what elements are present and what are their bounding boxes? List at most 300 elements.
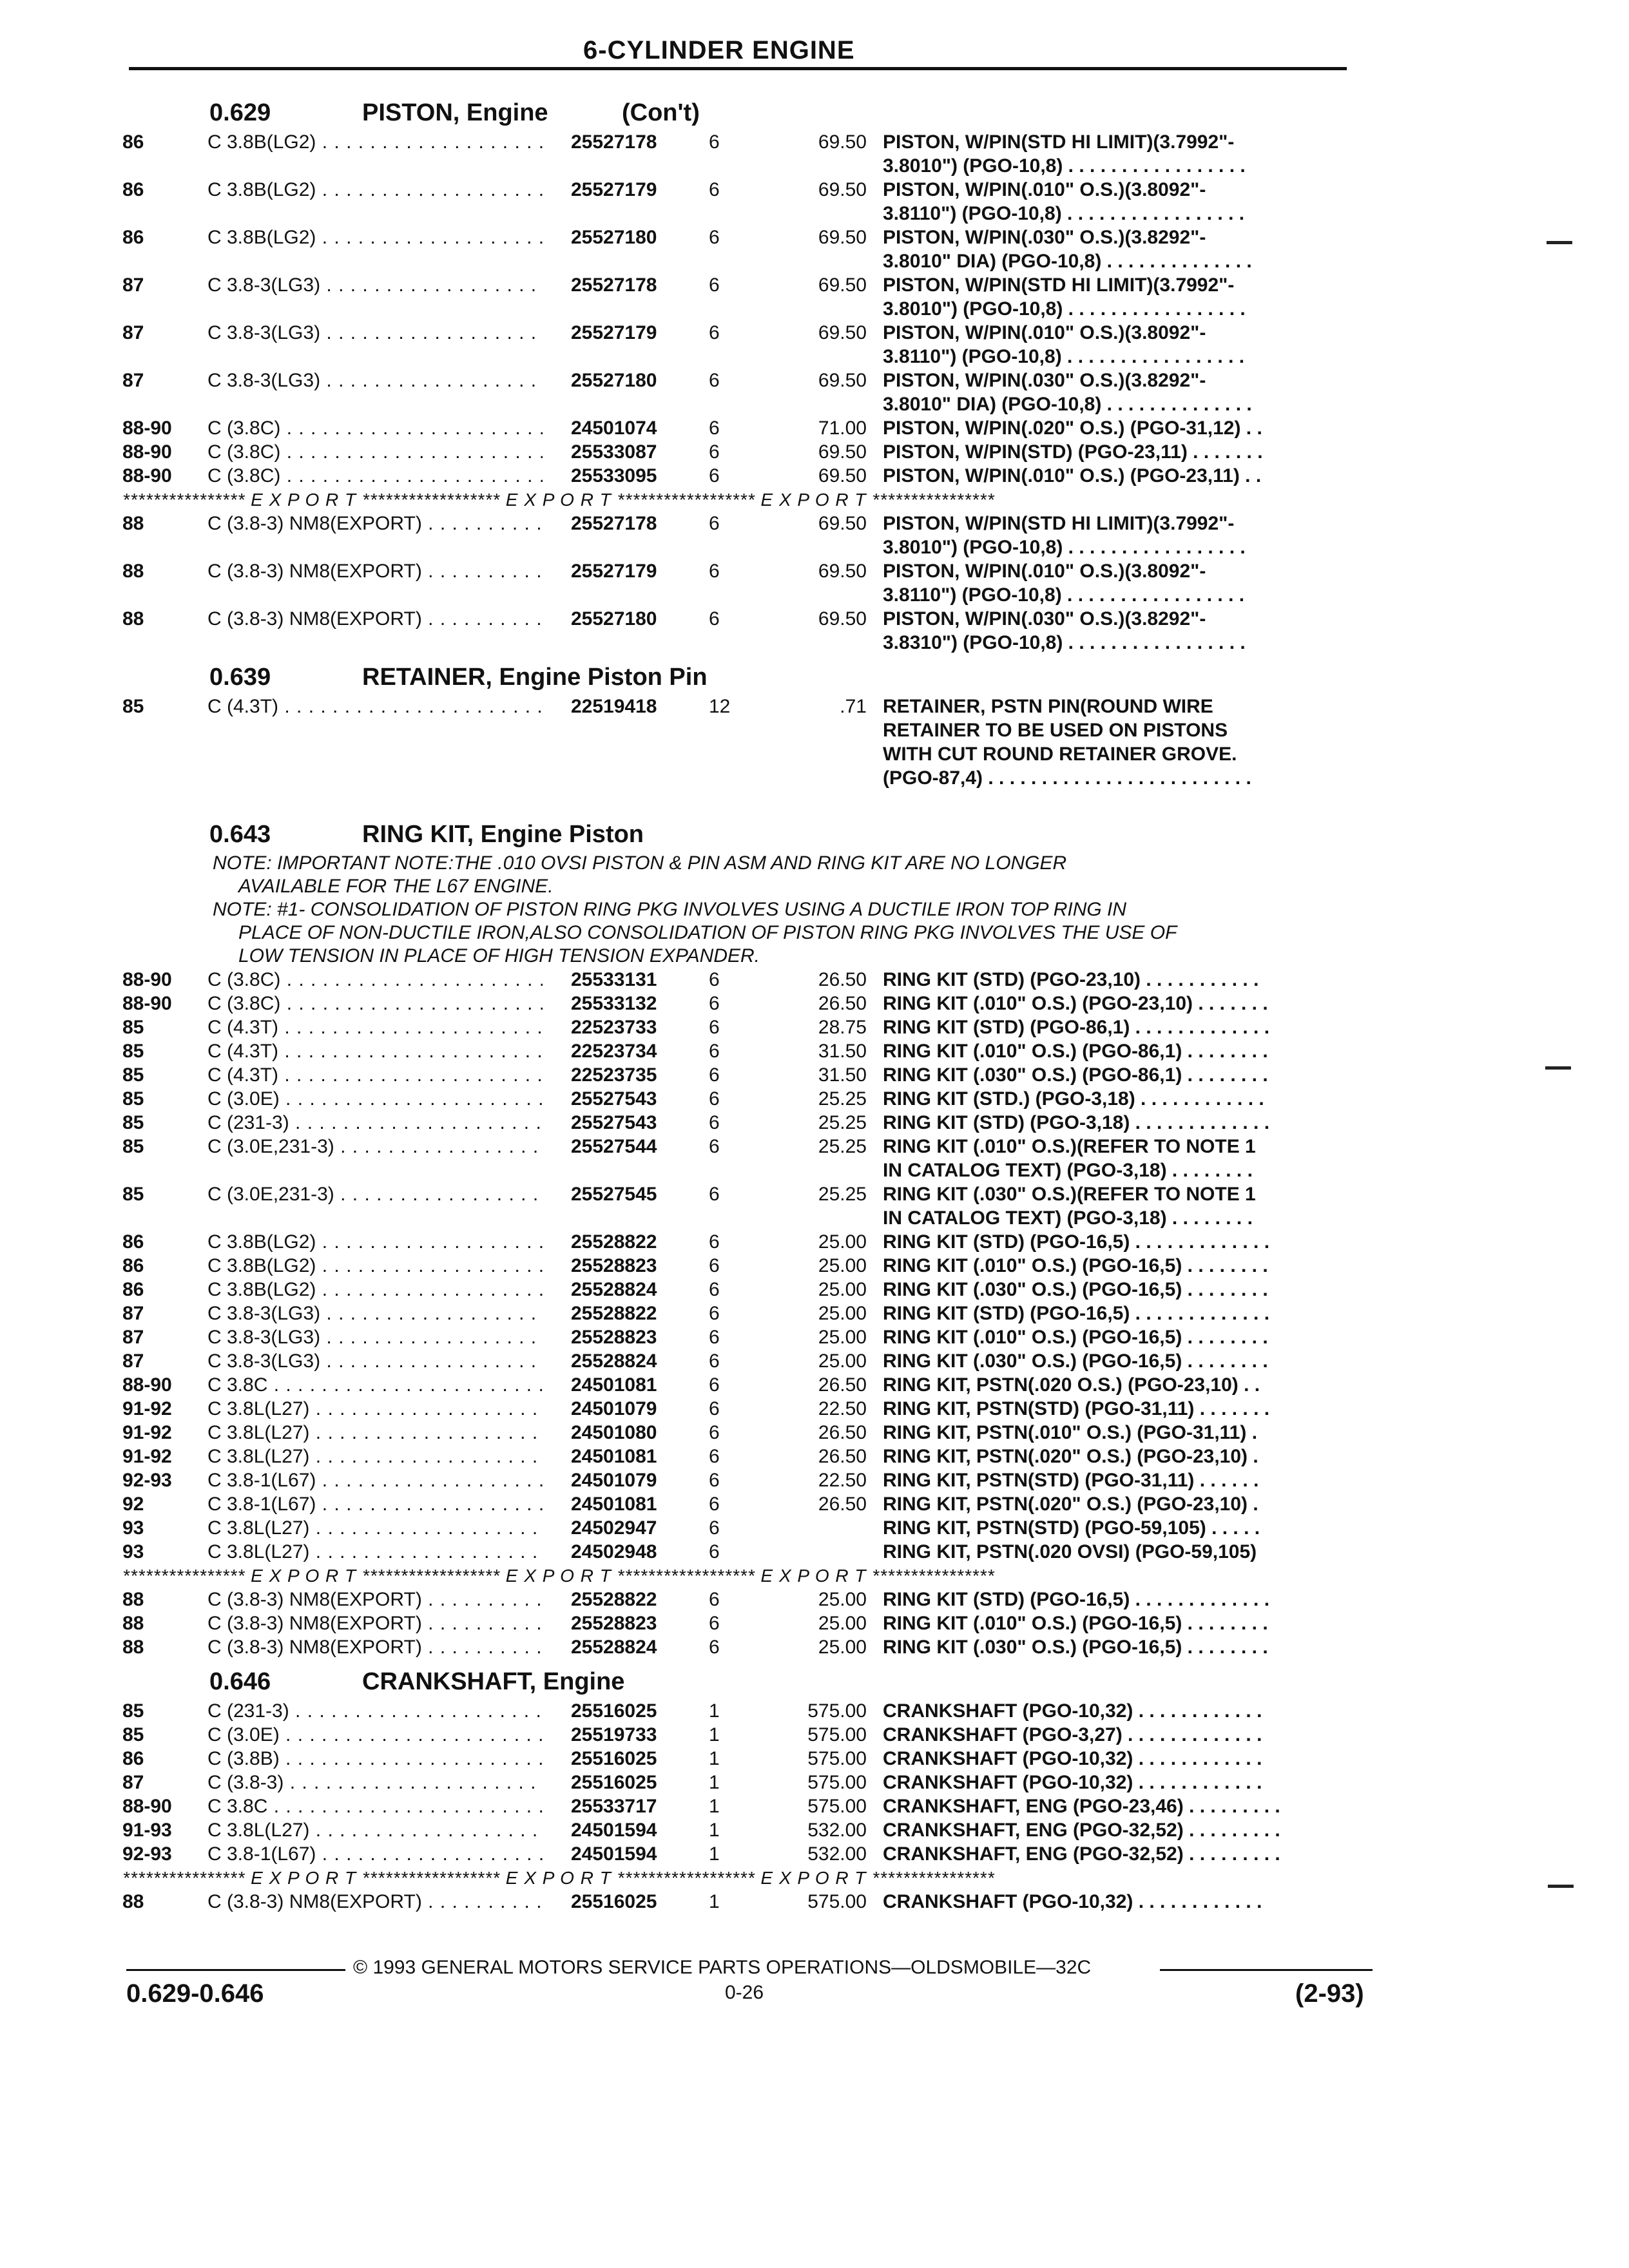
quantity: 6 <box>709 179 720 200</box>
catalog-row <box>122 321 1347 369</box>
quantity: 6 <box>709 513 720 534</box>
engine-code: C 3.8B(LG2) . . . <box>207 130 543 154</box>
model-year: 88 <box>122 513 144 534</box>
price: 25.25 <box>818 1088 867 1110</box>
catalog-row <box>122 1182 1347 1230</box>
part-description: CRANKSHAFT (PGO-10,32) . . . . . . . . . . . . <box>883 1748 1262 1769</box>
catalog-row <box>122 1325 1347 1349</box>
model-year: 85 <box>122 1064 144 1086</box>
price: 575.00 <box>807 1891 867 1912</box>
price: 25.00 <box>818 1303 867 1324</box>
part-description: RING KIT, PSTN(.020 OVSI) (PGO-59,105) <box>883 1541 1257 1562</box>
catalog-row <box>122 369 1347 416</box>
catalog-row <box>122 1135 1347 1182</box>
model-year: 87 <box>122 274 144 296</box>
quantity: 6 <box>709 1589 720 1610</box>
engine-code: C (3.8-3) NM8(EXPORT) . . . <box>207 1611 543 1635</box>
catalog-row <box>122 607 1347 655</box>
part-description: RING KIT (.010" O.S.)(REFER TO NOTE 1 IN CATALOG TEXT) (PGO-3,18) . . . . . . . . <box>883 1136 1256 1181</box>
note-line: NOTE: IMPORTANT NOTE:THE .010 OVSI PISTON & PIN ASM AND RING KIT ARE NO LONGER <box>213 852 1067 874</box>
catalog-row <box>122 1445 1347 1468</box>
section-continued: (Con't) <box>622 99 700 126</box>
part-number: 24501081 <box>567 1445 719 1468</box>
catalog-row <box>122 1635 1347 1659</box>
price: 532.00 <box>807 1843 867 1865</box>
footer-page-number: 0-26 <box>725 1982 764 2003</box>
price: 575.00 <box>807 1724 867 1745</box>
quantity: 6 <box>709 1494 720 1515</box>
model-year: 87 <box>122 1350 144 1372</box>
engine-code: C 3.8-3(LG3) . . . <box>207 1349 543 1373</box>
catalog-row <box>122 130 1347 178</box>
catalog-row <box>122 178 1347 226</box>
part-description: CRANKSHAFT, ENG (PGO-32,52) . . . . . . . . . <box>883 1820 1280 1841</box>
part-description: PISTON, W/PIN(STD) (PGO-23,11) . . . . . . . <box>883 441 1263 463</box>
section-name: RING KIT, Engine Piston <box>362 821 644 848</box>
part-number: 24501594 <box>567 1818 719 1842</box>
quantity: 1 <box>709 1748 720 1769</box>
catalog-row <box>122 440 1347 464</box>
part-description: RING KIT (.030" O.S.) (PGO-86,1) . . . . . . . . <box>883 1064 1268 1086</box>
engine-code: C (3.8C) . . . <box>207 464 543 488</box>
price: 69.50 <box>818 513 867 534</box>
part-number: 25527178 <box>567 512 719 535</box>
part-description: RING KIT (.010" O.S.) (PGO-16,5) . . . . . . . . <box>883 1327 1268 1348</box>
catalog-row <box>122 1015 1347 1039</box>
model-year: 88 <box>122 1613 144 1634</box>
engine-code: C (3.8C) . . . <box>207 968 543 992</box>
part-number: 25527544 <box>567 1135 719 1158</box>
engine-code: C 3.8B(LG2) . . . <box>207 1230 543 1254</box>
catalog-row <box>122 1516 1347 1540</box>
model-year: 86 <box>122 1255 144 1276</box>
note-line: NOTE: #1- CONSOLIDATION OF PISTON RING PKG INVOLVES USING A DUCTILE IRON TOP RING IN <box>213 899 1127 920</box>
engine-code: C (3.8C) . . . <box>207 992 543 1015</box>
catalog-row <box>122 512 1347 559</box>
engine-code: C 3.8-1(L67) . . . <box>207 1468 543 1492</box>
engine-code: C (3.0E) . . . <box>207 1087 543 1111</box>
price: 22.50 <box>818 1470 867 1491</box>
quantity: 1 <box>709 1891 720 1912</box>
quantity: 6 <box>709 1327 720 1348</box>
model-year: 93 <box>122 1517 144 1539</box>
engine-code: C (3.0E,231-3) . . . <box>207 1135 543 1158</box>
part-description: PISTON, W/PIN(.010" O.S.)(3.8092"- 3.8110") (PGO-10,8) . . . . . . . . . . . . . . . . . <box>883 322 1245 367</box>
part-number: 25533131 <box>567 968 719 992</box>
model-year: 93 <box>122 1541 144 1562</box>
engine-code: C 3.8-3(LG3) . . . <box>207 369 543 392</box>
engine-code: C (3.8-3) NM8(EXPORT) . . . <box>207 1588 543 1611</box>
price: 22.50 <box>818 1398 867 1419</box>
model-year: 88-90 <box>122 441 172 463</box>
price: 575.00 <box>807 1700 867 1722</box>
model-year: 85 <box>122 1700 144 1722</box>
note-line: AVAILABLE FOR THE L67 ENGINE. <box>238 876 554 897</box>
engine-code: C (3.8-3) NM8(EXPORT) . . . <box>207 607 543 631</box>
part-description: RING KIT (.010" O.S.) (PGO-16,5) . . . . . . . . <box>883 1613 1268 1634</box>
quantity: 1 <box>709 1796 720 1817</box>
export-separator: **************** E X P O R T ****************** E X P O R T ****************** E X P O R T **************** <box>122 1868 995 1888</box>
part-number: 22523734 <box>567 1039 719 1063</box>
engine-code: C 3.8-3(LG3) . . . <box>207 1302 543 1325</box>
engine-code: C 3.8L(L27) . . . <box>207 1540 543 1564</box>
part-description: CRANKSHAFT, ENG (PGO-32,52) . . . . . . . . . <box>883 1843 1280 1865</box>
engine-code: C 3.8B(LG2) . . . <box>207 1278 543 1302</box>
price: 26.50 <box>818 969 867 990</box>
export-separator: **************** E X P O R T ****************** E X P O R T ****************** E X P O R T **************** <box>122 1566 995 1586</box>
quantity: 6 <box>709 465 720 486</box>
catalog-row <box>122 1723 1347 1747</box>
quantity: 6 <box>709 1541 720 1562</box>
price: 69.50 <box>818 227 867 248</box>
price: 71.00 <box>818 418 867 439</box>
quantity: 6 <box>709 1303 720 1324</box>
quantity: 6 <box>709 322 720 343</box>
part-description: RING KIT (STD) (PGO-3,18) . . . . . . . . . . . . . <box>883 1112 1270 1133</box>
catalog-row <box>122 1254 1347 1278</box>
part-number: 25528824 <box>567 1635 719 1659</box>
piston-export-rows <box>122 512 1347 655</box>
part-number: 25527545 <box>567 1182 719 1206</box>
part-number: 24501080 <box>567 1421 719 1445</box>
quantity: 6 <box>709 1184 720 1205</box>
price: 25.25 <box>818 1136 867 1157</box>
part-description: RING KIT (.030" O.S.)(REFER TO NOTE 1 IN CATALOG TEXT) (PGO-3,18) . . . . . . . . <box>883 1184 1256 1229</box>
engine-code: C (3.8B) . . . <box>207 1747 543 1771</box>
quantity: 1 <box>709 1820 720 1841</box>
engine-code: C (4.3T) . . . <box>207 695 543 718</box>
catalog-row <box>122 226 1347 273</box>
part-number: 25528823 <box>567 1611 719 1635</box>
model-year: 88 <box>122 1891 144 1912</box>
engine-code: C (3.8-3) NM8(EXPORT) . . . <box>207 512 543 535</box>
part-number: 25533087 <box>567 440 719 464</box>
price: 26.50 <box>818 993 867 1014</box>
model-year: 88-90 <box>122 465 172 486</box>
catalog-row <box>122 1111 1347 1135</box>
quantity: 6 <box>709 441 720 463</box>
quantity: 6 <box>709 1017 720 1038</box>
part-number: 25528823 <box>567 1254 719 1278</box>
price: 25.00 <box>818 1613 867 1634</box>
part-number: 25527543 <box>567 1111 719 1135</box>
price: 69.50 <box>818 561 867 582</box>
engine-code: C (4.3T) . . . <box>207 1039 543 1063</box>
catalog-row <box>122 1230 1347 1254</box>
catalog-row <box>122 1302 1347 1325</box>
section-name: PISTON, Engine <box>362 99 548 126</box>
section-number: 0.639 <box>209 664 271 691</box>
catalog-row <box>122 464 1347 488</box>
model-year: 85 <box>122 1112 144 1133</box>
price: 69.50 <box>818 322 867 343</box>
model-year: 91-92 <box>122 1422 172 1443</box>
engine-code: C (3.0E,231-3) . . . <box>207 1182 543 1206</box>
part-description: RING KIT (STD) (PGO-16,5) . . . . . . . . . . . . . <box>883 1303 1270 1324</box>
part-description: RETAINER, PSTN PIN(ROUND WIRE RETAINER TO BE USED ON PISTONS WITH CUT ROUND RETAINER GROVE. (PGO-87,4) . . . . . . . . . . . . . . . . . . . . . . . . . <box>883 696 1251 789</box>
part-description: RING KIT, PSTN(STD) (PGO-59,105) . . . . . <box>883 1517 1260 1539</box>
catalog-row <box>122 1349 1347 1373</box>
engine-code: C 3.8-3(LG3) . . . <box>207 321 543 345</box>
engine-code: C 3.8-1(L67) . . . <box>207 1492 543 1516</box>
part-description: RING KIT (.030" O.S.) (PGO-16,5) . . . . . . . . <box>883 1637 1268 1658</box>
section-name: CRANKSHAFT, Engine <box>362 1668 625 1695</box>
price: 532.00 <box>807 1820 867 1841</box>
quantity: 6 <box>709 1231 720 1253</box>
part-number: 24501079 <box>567 1397 719 1421</box>
engine-code: C (3.8C) . . . <box>207 416 543 440</box>
quantity: 6 <box>709 1613 720 1634</box>
part-number: 25516025 <box>567 1747 719 1771</box>
part-number: 24502948 <box>567 1540 719 1564</box>
engine-code: C (3.8C) . . . <box>207 440 543 464</box>
part-description: RING KIT, PSTN(.010" O.S.) (PGO-31,11) . <box>883 1422 1258 1443</box>
part-description: PISTON, W/PIN(.030" O.S.)(3.8292"- 3.8310") (PGO-10,8) . . . . . . . . . . . . . . . . . <box>883 608 1246 653</box>
price: 25.00 <box>818 1279 867 1300</box>
catalog-row <box>122 1039 1347 1063</box>
quantity: 6 <box>709 1470 720 1491</box>
quantity: 6 <box>709 227 720 248</box>
price: 575.00 <box>807 1772 867 1793</box>
quantity: 1 <box>709 1843 720 1865</box>
part-description: CRANKSHAFT (PGO-10,32) . . . . . . . . . . . . <box>883 1700 1262 1722</box>
engine-code: C (4.3T) . . . <box>207 1063 543 1087</box>
quantity: 6 <box>709 1041 720 1062</box>
section-name: RETAINER, Engine Piston Pin <box>362 664 708 691</box>
catalog-row <box>122 1699 1347 1723</box>
part-description: CRANKSHAFT (PGO-10,32) . . . . . . . . . . . . <box>883 1772 1262 1793</box>
footer-rule <box>1160 1969 1373 1971</box>
model-year: 91-92 <box>122 1398 172 1419</box>
engine-code: C 3.8-3(LG3) . . . <box>207 273 543 297</box>
catalog-row <box>122 1818 1347 1842</box>
price: 25.00 <box>818 1350 867 1372</box>
model-year: 91-93 <box>122 1820 172 1841</box>
part-description: RING KIT (STD) (PGO-23,10) . . . . . . . . . . . <box>883 969 1259 990</box>
retainer-rows <box>122 695 1347 790</box>
price: 25.25 <box>818 1112 867 1133</box>
model-year: 85 <box>122 696 144 717</box>
model-year: 92 <box>122 1494 144 1515</box>
section-header-0646 <box>122 1666 1347 1699</box>
part-number: 24502947 <box>567 1516 719 1540</box>
part-number: 25528824 <box>567 1349 719 1373</box>
quantity: 6 <box>709 1517 720 1539</box>
ringkit-rows <box>122 968 1347 1564</box>
model-year: 88 <box>122 1589 144 1610</box>
price: 69.50 <box>818 465 867 486</box>
part-description: CRANKSHAFT (PGO-10,32) . . . . . . . . . . . . <box>883 1891 1262 1912</box>
quantity: 6 <box>709 1064 720 1086</box>
price: 25.25 <box>818 1184 867 1205</box>
price: 69.50 <box>818 274 867 296</box>
price: 28.75 <box>818 1017 867 1038</box>
part-number: 25516025 <box>567 1771 719 1794</box>
part-description: RING KIT (.030" O.S.) (PGO-16,5) . . . . . . . . <box>883 1350 1268 1372</box>
engine-code: C (231-3) . . . <box>207 1699 543 1723</box>
catalog-row <box>122 695 1347 790</box>
price: 69.50 <box>818 608 867 629</box>
model-year: 87 <box>122 370 144 391</box>
catalog-row <box>122 992 1347 1015</box>
price: 69.50 <box>818 370 867 391</box>
model-year: 86 <box>122 179 144 200</box>
part-description: PISTON, W/PIN(.030" O.S.)(3.8292"- 3.8010" DIA) (PGO-10,8) . . . . . . . . . . . . . . <box>883 227 1252 272</box>
engine-code: C 3.8L(L27) . . . <box>207 1516 543 1540</box>
catalog-row <box>122 273 1347 321</box>
engine-code: C (3.8-3) . . . <box>207 1771 543 1794</box>
header-rule <box>129 67 1347 70</box>
export-separator: **************** E X P O R T ****************** E X P O R T ****************** E X P O R T **************** <box>122 490 995 510</box>
model-year: 85 <box>122 1184 144 1205</box>
quantity: 6 <box>709 1422 720 1443</box>
part-number: 25528823 <box>567 1325 719 1349</box>
model-year: 88-90 <box>122 969 172 990</box>
engine-code: C (3.8-3) NM8(EXPORT) . . . <box>207 1635 543 1659</box>
model-year: 88-90 <box>122 418 172 439</box>
engine-code: C (3.8-3) NM8(EXPORT) . . . <box>207 1890 543 1914</box>
model-year: 87 <box>122 1327 144 1348</box>
engine-code: C 3.8-1(L67) . . . <box>207 1842 543 1866</box>
model-year: 88 <box>122 1637 144 1658</box>
part-description: RING KIT, PSTN(.020" O.S.) (PGO-23,10) . <box>883 1446 1258 1467</box>
part-description: PISTON, W/PIN(STD HI LIMIT)(3.7992"- 3.8010") (PGO-10,8) . . . . . . . . . . . . . . . . . <box>883 131 1246 177</box>
footer-date: (2-93) <box>1295 1979 1364 2008</box>
part-description: RING KIT (STD.) (PGO-3,18) . . . . . . . . . . . . <box>883 1088 1264 1110</box>
note-line: PLACE OF NON-DUCTILE IRON,ALSO CONSOLIDATION OF PISTON RING PKG INVOLVES THE USE OF <box>238 922 1177 943</box>
margin-tick <box>1545 1066 1571 1070</box>
crank-export-rows <box>122 1890 1347 1914</box>
engine-code: C 3.8L(L27) . . . <box>207 1397 543 1421</box>
model-year: 88 <box>122 608 144 629</box>
margin-tick <box>1547 241 1572 244</box>
catalog-row <box>122 1421 1347 1445</box>
part-number: 25516025 <box>567 1890 719 1914</box>
section-number: 0.646 <box>209 1668 271 1695</box>
model-year: 87 <box>122 1772 144 1793</box>
part-description: RING KIT (.010" O.S.) (PGO-23,10) . . . . . . . <box>883 993 1268 1014</box>
price: 26.50 <box>818 1374 867 1396</box>
model-year: 85 <box>122 1017 144 1038</box>
model-year: 88-90 <box>122 1374 172 1396</box>
model-year: 88 <box>122 561 144 582</box>
engine-code: C (231-3) . . . <box>207 1111 543 1135</box>
catalog-row <box>122 1747 1347 1771</box>
engine-code: C 3.8L(L27) . . . <box>207 1421 543 1445</box>
part-description: PISTON, W/PIN(STD HI LIMIT)(3.7992"- 3.8010") (PGO-10,8) . . . . . . . . . . . . . . . . . <box>883 513 1246 558</box>
part-number: 25527179 <box>567 321 719 345</box>
catalog-row <box>122 1063 1347 1087</box>
part-number: 25519733 <box>567 1723 719 1747</box>
model-year: 87 <box>122 1303 144 1324</box>
model-year: 86 <box>122 1231 144 1253</box>
quantity: 6 <box>709 1637 720 1658</box>
section-header-0643 <box>122 818 1347 852</box>
model-year: 87 <box>122 322 144 343</box>
catalog-row <box>122 1492 1347 1516</box>
price: 26.50 <box>818 1446 867 1467</box>
price: 25.00 <box>818 1231 867 1253</box>
part-description: RING KIT (.030" O.S.) (PGO-16,5) . . . . . . . . <box>883 1279 1268 1300</box>
engine-code: C (3.8-3) NM8(EXPORT) . . . <box>207 559 543 583</box>
part-description: PISTON, W/PIN(.030" O.S.)(3.8292"- 3.8010" DIA) (PGO-10,8) . . . . . . . . . . . . . . <box>883 370 1252 415</box>
part-number: 25528822 <box>567 1230 719 1254</box>
catalog-row <box>122 1278 1347 1302</box>
part-number: 25533717 <box>567 1794 719 1818</box>
section-header-0629 <box>122 97 1347 130</box>
quantity: 6 <box>709 1255 720 1276</box>
part-description: RING KIT (.010" O.S.) (PGO-16,5) . . . . . . . . <box>883 1255 1268 1276</box>
engine-code: C 3.8L(L27) . . . <box>207 1818 543 1842</box>
catalog-row <box>122 1468 1347 1492</box>
catalog-row <box>122 1588 1347 1611</box>
model-year: 86 <box>122 1748 144 1769</box>
part-number: 25528822 <box>567 1302 719 1325</box>
price: 25.00 <box>818 1637 867 1658</box>
catalog-row <box>122 1611 1347 1635</box>
part-number: 25516025 <box>567 1699 719 1723</box>
quantity: 6 <box>709 370 720 391</box>
part-number: 25527180 <box>567 369 719 392</box>
part-description: PISTON, W/PIN(.020" O.S.) (PGO-31,12) . . <box>883 418 1262 439</box>
catalog-row <box>122 1540 1347 1564</box>
section-number: 0.629 <box>209 99 271 126</box>
model-year: 88-90 <box>122 993 172 1014</box>
quantity: 6 <box>709 1446 720 1467</box>
engine-code: C 3.8L(L27) . . . <box>207 1445 543 1468</box>
model-year: 92-93 <box>122 1843 172 1865</box>
part-description: RING KIT (.010" O.S.) (PGO-86,1) . . . . . . . . <box>883 1041 1268 1062</box>
part-description: RING KIT (STD) (PGO-16,5) . . . . . . . . . . . . . <box>883 1231 1270 1253</box>
quantity: 6 <box>709 274 720 296</box>
part-number: 25533132 <box>567 992 719 1015</box>
catalog-row <box>122 559 1347 607</box>
part-number: 24501594 <box>567 1842 719 1866</box>
quantity: 6 <box>709 969 720 990</box>
engine-code: C (3.0E) . . . <box>207 1723 543 1747</box>
part-number: 25527543 <box>567 1087 719 1111</box>
part-number: 24501081 <box>567 1373 719 1397</box>
model-year: 91-92 <box>122 1446 172 1467</box>
model-year: 88-90 <box>122 1796 172 1817</box>
engine-code: C 3.8B(LG2) . . . <box>207 1254 543 1278</box>
catalog-row <box>122 1087 1347 1111</box>
part-number: 25528824 <box>567 1278 719 1302</box>
note-line: LOW TENSION IN PLACE OF HIGH TENSION EXPANDER. <box>238 945 760 966</box>
part-number: 22523735 <box>567 1063 719 1087</box>
part-description: PISTON, W/PIN(.010" O.S.) (PGO-23,11) . . <box>883 465 1262 486</box>
model-year: 86 <box>122 1279 144 1300</box>
quantity: 6 <box>709 608 720 629</box>
part-number: 22519418 <box>567 695 719 718</box>
catalog-row <box>122 1842 1347 1866</box>
part-description: CRANKSHAFT, ENG (PGO-23,46) . . . . . . . . . <box>883 1796 1280 1817</box>
catalog-row <box>122 1890 1347 1914</box>
part-description: PISTON, W/PIN(.010" O.S.)(3.8092"- 3.8110") (PGO-10,8) . . . . . . . . . . . . . . . . . <box>883 561 1245 606</box>
quantity: 6 <box>709 993 720 1014</box>
quantity: 6 <box>709 1279 720 1300</box>
part-description: PISTON, W/PIN(STD HI LIMIT)(3.7992"- 3.8010") (PGO-10,8) . . . . . . . . . . . . . . . . . <box>883 274 1246 320</box>
quantity: 1 <box>709 1724 720 1745</box>
part-number: 24501081 <box>567 1492 719 1516</box>
engine-code: C (4.3T) . . . <box>207 1015 543 1039</box>
price: 25.00 <box>818 1255 867 1276</box>
price: .71 <box>840 696 867 717</box>
model-year: 85 <box>122 1041 144 1062</box>
part-number: 22523733 <box>567 1015 719 1039</box>
part-number: 25528822 <box>567 1588 719 1611</box>
footer-copyright: © 1993 GENERAL MOTORS SERVICE PARTS OPERATIONS—OLDSMOBILE—32C <box>353 1957 1092 1978</box>
